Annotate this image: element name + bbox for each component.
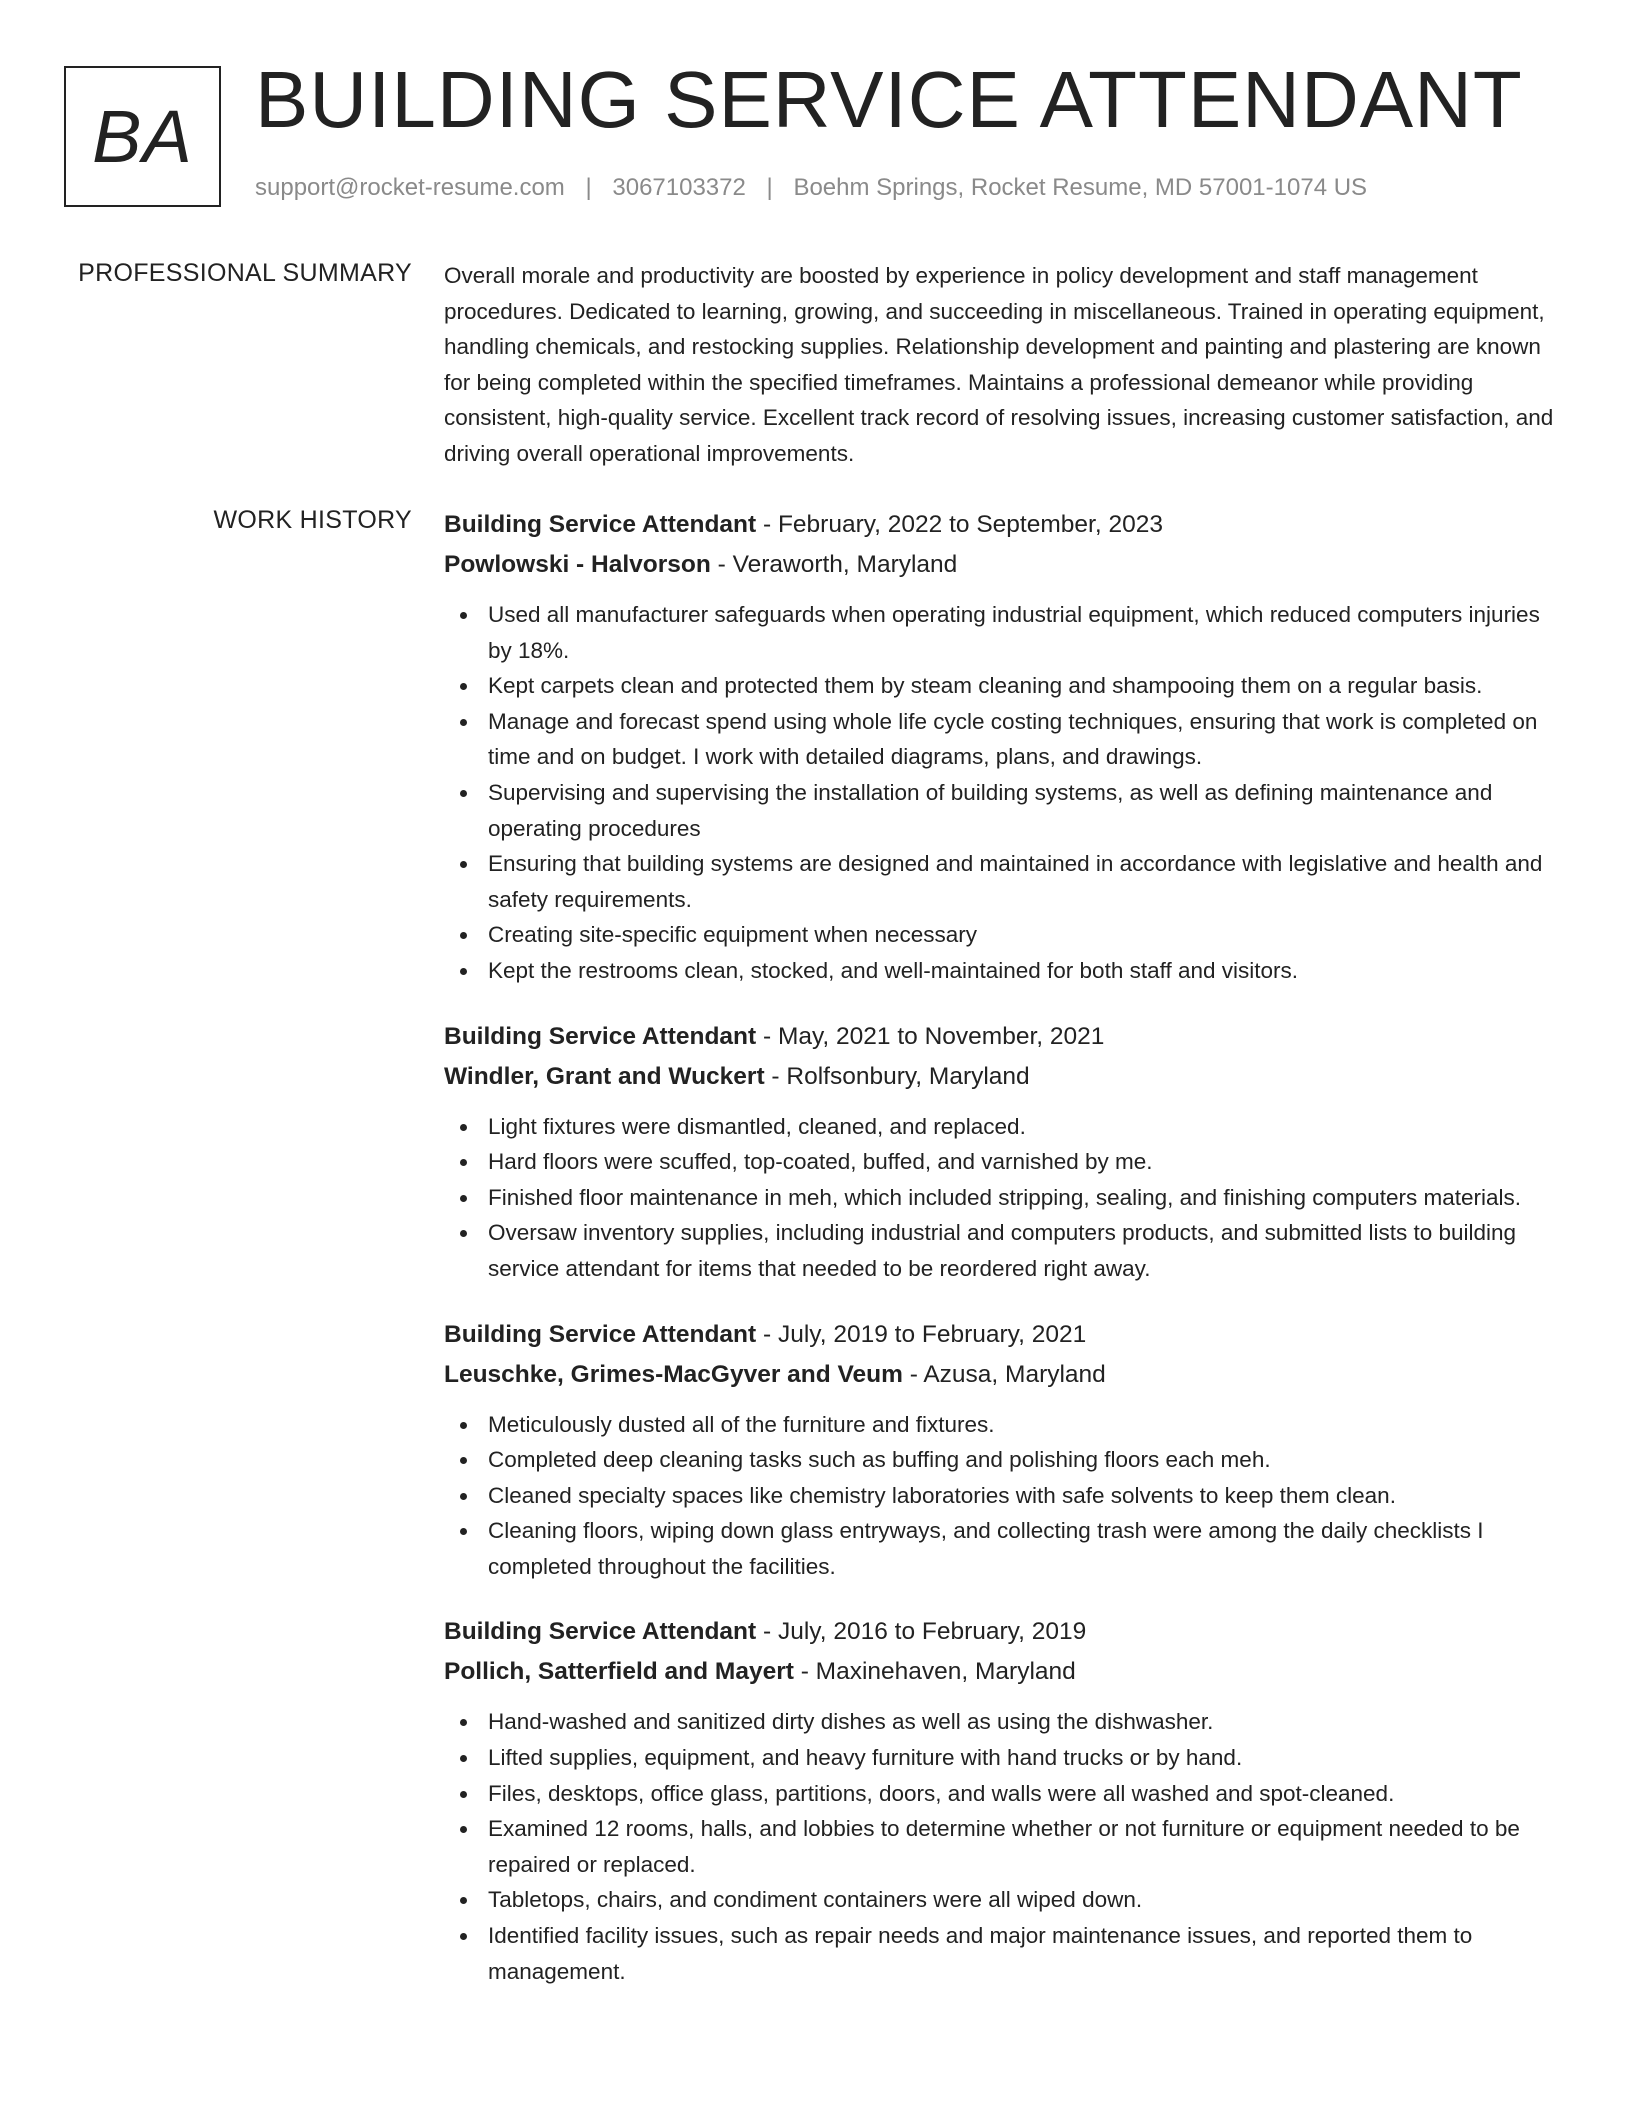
duty-item: Finished floor maintenance in meh, which included stripping, sealing, and finishing computers materials.: [444, 1180, 1558, 1216]
job-company-line: [444, 545, 1558, 585]
job-company: Windler, Grant and Wuckert: [444, 1062, 765, 1090]
duty-item: Meticulously dusted all of the furniture and fixtures.: [444, 1407, 1558, 1443]
duty-item: Used all manufacturer safeguards when operating industrial equipment, which reduced computers injuries by 18%.: [444, 597, 1558, 668]
duty-item: Examined 12 rooms, halls, and lobbies to determine whether or not furniture or equipment needed to be repaired or replaced.: [444, 1811, 1558, 1882]
duty-item: Completed deep cleaning tasks such as buffing and polishing floors each meh.: [444, 1442, 1558, 1478]
duty-item: Oversaw inventory supplies, including industrial and computers products, and submitted lists to building service attendant for items that needed to be reordered right away.: [444, 1215, 1558, 1286]
duty-item: Supervising and supervising the installation of building systems, as well as defining maintenance and operating procedures: [444, 775, 1558, 846]
duty-item: Kept carpets clean and protected them by steam cleaning and shampooing them on a regular basis.: [444, 668, 1558, 704]
job-entry: [444, 505, 1558, 989]
contact-phone: 3067103372: [612, 174, 746, 201]
job-duties-list: [444, 597, 1558, 989]
job-company: Leuschke, Grimes-MacGyver and Veum: [444, 1360, 903, 1388]
contact-address: Boehm Springs, Rocket Resume, MD 57001-1074 US: [793, 174, 1368, 201]
summary-body: [444, 258, 1558, 472]
job-location: - Azusa, Maryland: [902, 1360, 1106, 1388]
job-duties-list: [444, 1407, 1558, 1585]
job-dates: - May, 2021 to November, 2021: [756, 1022, 1105, 1050]
initials-monogram: [64, 66, 221, 207]
duty-item: Light fixtures were dismantled, cleaned, and replaced.: [444, 1109, 1558, 1145]
job-entry: [444, 1315, 1558, 1585]
job-company-line: [444, 1652, 1558, 1692]
job-dates: - July, 2019 to February, 2021: [756, 1320, 1087, 1348]
job-location: - Rolfsonbury, Maryland: [764, 1062, 1030, 1090]
duty-item: Manage and forecast spend using whole life cycle costing techniques, ensuring that work is completed on time and on budget. I work with detailed diagrams, plans, and drawings.: [444, 704, 1558, 775]
duty-item: Tabletops, chairs, and condiment containers were all wiped down.: [444, 1882, 1558, 1918]
section-heading-summary: PROFESSIONAL SUMMARY: [78, 259, 412, 287]
duty-item: Identified facility issues, such as repair needs and major maintenance issues, and reported them to management.: [444, 1918, 1558, 1989]
contact-separator: |: [585, 174, 592, 201]
job-title: Building Service Attendant: [444, 1320, 757, 1348]
job-company: Powlowski - Halvorson: [444, 551, 711, 578]
duty-item: Hard floors were scuffed, top-coated, buffed, and varnished by me.: [444, 1144, 1558, 1180]
job-duties-list: [444, 1109, 1558, 1287]
job-duties-list: [444, 1704, 1558, 1989]
job-dates: - February, 2022 to September, 2023: [756, 511, 1163, 538]
job-title-line: [444, 1017, 1558, 1057]
initials-text: BA: [92, 95, 193, 178]
job-title: Building Service Attendant: [444, 1618, 757, 1646]
duty-item: Ensuring that building systems are designed and maintained in accordance with legislative and health and safety requirements.: [444, 846, 1558, 917]
duty-item: Cleaning floors, wiping down glass entryways, and collecting trash were among the daily checklists I completed throughout the facilities.: [444, 1513, 1558, 1584]
duty-item: Creating site-specific equipment when necessary: [444, 917, 1558, 953]
job-dates: - July, 2016 to February, 2019: [756, 1618, 1087, 1646]
contact-separator: |: [766, 174, 773, 201]
job-title-line: [444, 1612, 1558, 1652]
resume-title: BUILDING SERVICE ATTENDANT: [255, 55, 1523, 144]
job-title-line: [444, 505, 1558, 545]
job-location: - Veraworth, Maryland: [710, 551, 958, 578]
work-history-body: [444, 505, 1558, 2003]
job-entry: [444, 1017, 1558, 1287]
duty-item: Files, desktops, office glass, partitions, doors, and walls were all washed and spot-cleaned.: [444, 1776, 1558, 1812]
job-company: Pollich, Satterfield and Mayert: [444, 1658, 794, 1686]
job-company-line: [444, 1355, 1558, 1395]
duty-item: Cleaned specialty spaces like chemistry laboratories with safe solvents to keep them clean.: [444, 1478, 1558, 1514]
job-entry: [444, 1612, 1558, 1989]
job-title-line: [444, 1315, 1558, 1355]
job-title: Building Service Attendant: [444, 1022, 757, 1050]
contact-line: [255, 174, 1367, 202]
section-heading-work-history: WORK HISTORY: [213, 506, 412, 534]
job-company-line: [444, 1057, 1558, 1097]
job-location: - Maxinehaven, Maryland: [793, 1658, 1076, 1686]
job-title: Building Service Attendant: [444, 511, 757, 538]
summary-text: Overall morale and productivity are boosted by experience in policy development and staff management procedures. Dedicated to learning, growing, and succeeding in miscellaneous. Trained in operating equipment, handling chemicals, and restocking supplies. Relationship development and painting and plastering are known for being completed within the specified timeframes. Maintains a professional demeanor while providing consistent, high-quality service. Excellent track record of resolving issues, increasing customer satisfaction, and driving overall operational improvements.: [444, 263, 1554, 466]
duty-item: Lifted supplies, equipment, and heavy furniture with hand trucks or by hand.: [444, 1740, 1558, 1776]
duty-item: Kept the restrooms clean, stocked, and well-maintained for both staff and visitors.: [444, 953, 1558, 989]
duty-item: Hand-washed and sanitized dirty dishes as well as using the dishwasher.: [444, 1704, 1558, 1740]
contact-email: support@rocket-resume.com: [255, 174, 565, 201]
